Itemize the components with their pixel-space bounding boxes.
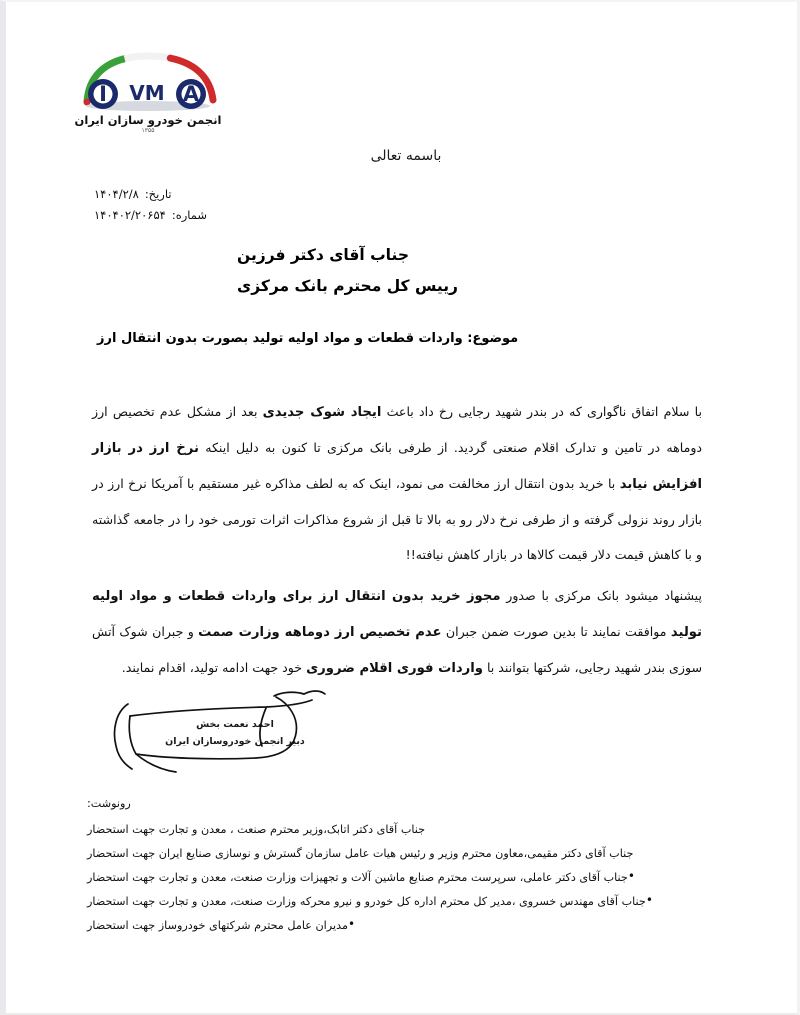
body-paragraph-2 [92, 578, 702, 686]
p1-part3: با خرید بدون انتقال ارز مخالفت می نمود، اینک که به لطف مذاکره غیر مستقیم با آمریکا نرخ ارز در بازار روند نزولی گرفته و از طرفی نرخ دلار رو به بالا تا قبل از شروع مذاکرات اثرات تورمی خود را در جامعه گذاشته و با کاهش قیمت دلار قیمت کالاها در بازار کاهش نیافته!! [92, 476, 702, 562]
p1-bold1: ایجاد شوک جدیدی [262, 405, 382, 420]
cc-list-item [87, 914, 702, 938]
p1-bold2: نرخ ارز در بازار افزایش نیابد [92, 441, 703, 492]
cc-section [87, 792, 702, 938]
cc-list-item-text: جناب آقای مهندس خسروی ،مدیر کل محترم اداره کل خودرو و نیرو محرکه وزارت صنعت، معدن و تجارت جهت استحضار [87, 895, 646, 908]
signatory-title: دبیر انجمن خودروسازان ایران [165, 736, 305, 747]
bullet-icon: • [347, 917, 356, 931]
signature-block [106, 692, 406, 782]
number-row [94, 205, 324, 226]
cc-plain-item: جناب آقای دکتر اتابک،وزیر محترم صنعت ، معدن و تجارت جهت استحضار [87, 823, 426, 836]
p1-part1: با سلام اتفاق ناگواری که در بندر شهید رجایی رخ داد باعث [381, 404, 702, 419]
date-label: تاریخ: [144, 187, 172, 201]
cc-list-item [87, 866, 702, 890]
number-value: ۱۴۰۴۰۲/۲۰۶۵۴ [94, 208, 166, 222]
cc-title: رونوشت: [87, 797, 131, 810]
logo-letter-a: A [182, 82, 200, 106]
date-row [94, 184, 324, 205]
number-label: شماره: [171, 208, 208, 222]
bullet-icon: • [645, 893, 653, 907]
subject-line [97, 331, 697, 346]
signatory-name: احمد نعمت بخش [196, 719, 274, 730]
logo-letter-i: I [99, 82, 107, 106]
handwritten-signature [106, 688, 386, 778]
p2-bold1: مجوز خرید بدون انتقال ارز برای واردات قطعات و مواد اولیه تولید [92, 589, 703, 640]
logo-mark [73, 50, 223, 112]
p2-bold2: عدم تخصیص ارز دوماهه وزارت صمت [198, 625, 442, 640]
date-value: ۱۴۰۴/۲/۸ [94, 187, 139, 201]
p2-part1: پیشنهاد میشود بانک مرکزی با صدور [500, 588, 702, 603]
p2-part4: خود جهت ادامه تولید، اقدام نمایند. [121, 660, 307, 675]
letter-body [92, 394, 702, 692]
document-meta [94, 184, 324, 226]
addressee-line-1: جناب آقای دکتر فرزین [237, 246, 409, 264]
addressee-line-2: رییس کل محترم بانک مرکزی [237, 277, 458, 295]
logo-subtitle: انجمن خودرو سازان ایران [74, 113, 222, 127]
logo-letter-vm: VM [129, 81, 165, 105]
subject-text: واردات قطعات و مواد اولیه تولید بصورت بدون انتقال ارز [97, 331, 463, 346]
cc-list-item-text: جناب آقای دکتر عاملی، سرپرست محترم صنایع ماشین آلات و تجهیزات وزارت صنعت، معدن و تجارت جهت استحضار [87, 871, 628, 884]
p2-bold3: واردات فوری اقلام ضروری [306, 661, 483, 676]
subject-label: موضوع: [467, 331, 519, 346]
bullet-icon: • [627, 869, 635, 883]
basmala-heading: باسمه تعالی [370, 148, 442, 164]
cc-bulleted-list [87, 866, 702, 938]
addressee-block [237, 240, 677, 302]
cc-list-item [87, 890, 702, 914]
ivma-logo [68, 50, 228, 134]
p2-part3: و جبران شوک آتش سوزی بندر شهید رجایی، شرکتها بتوانند با [92, 624, 702, 675]
cc-plain-item: جناب آقای دکتر مقیمی،معاون محترم وزیر و رئیس هیات عامل سازمان گسترش و نوسازی صنایع ایران جهت استحضار [87, 847, 634, 860]
logo-graphic [73, 50, 223, 112]
body-paragraph-1 [92, 394, 702, 572]
p1-part2: بعد از مشکل عدم تخصیص ارز دوماهه در تامین و تدارک اقلام صنعتی گردید. از طرفی بانک مرکزی تا کنون به دلیل اینکه [92, 404, 703, 455]
logo-year: ۱۳۵۵ [141, 127, 155, 134]
p2-part2: موافقت نمایند تا بدین صورت ضمن جبران [441, 624, 671, 639]
cc-list-item-text: مدیران عامل محترم شرکتهای خودروساز جهت استحضار [87, 919, 348, 932]
